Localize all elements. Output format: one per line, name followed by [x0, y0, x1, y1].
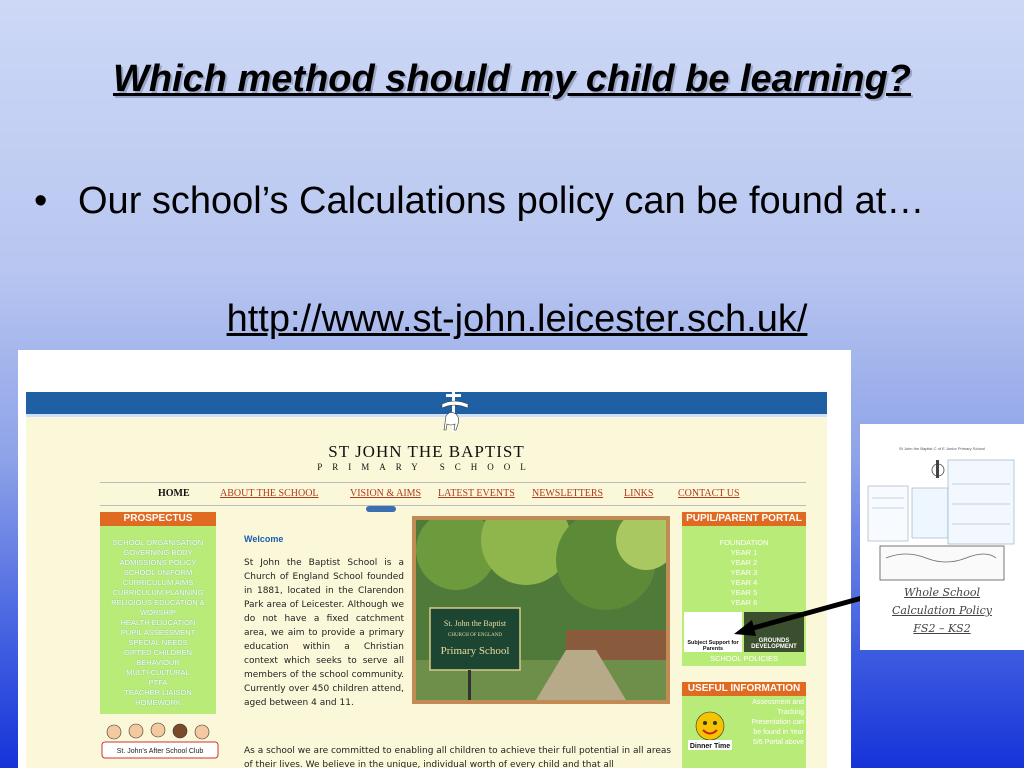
- prospectus-item[interactable]: WORSHIP: [140, 608, 176, 617]
- nav-marker: [366, 506, 396, 512]
- doc-title: St John the Baptist C of E Junior Primary School: [898, 446, 986, 451]
- bullet-point: [34, 178, 1009, 224]
- year-link[interactable]: YEAR 6: [730, 598, 758, 607]
- nav-vision-aims[interactable]: VISION & AIMS: [350, 488, 422, 499]
- bullet-marker: •: [34, 180, 48, 222]
- useful-info-text: Assessment and Tracking Presentation can be found in Year 5/6 Portal above: [751, 699, 804, 746]
- useful-info-heading: USEFUL INFORMATION: [682, 682, 806, 696]
- doc-caption-line-1: Whole School: [903, 586, 981, 599]
- year-link[interactable]: YEAR 2: [730, 558, 758, 567]
- calculation-policy-document: [860, 424, 1024, 650]
- prospectus-item[interactable]: SCHOOL ORGANISATION: [112, 538, 204, 547]
- dinner-time-icon: [688, 710, 732, 750]
- photo-sign-line-1: St. John the Baptist: [443, 619, 507, 628]
- doc-caption: [860, 584, 1024, 638]
- prospectus-item[interactable]: RELIGIOUS EDUCATION &: [111, 598, 205, 607]
- prospectus-item[interactable]: SPECIAL NEEDS: [128, 638, 188, 647]
- useful-info-panel: [682, 696, 806, 768]
- subject-support-label: Subject Support for Parents: [687, 640, 739, 652]
- grounds-label: GROUNDS DEVELOPMENT: [751, 638, 797, 650]
- site-nav-bar: [100, 482, 806, 506]
- dinner-time-label: Dinner Time: [689, 743, 731, 750]
- prospectus-item[interactable]: HOMEWORK: [135, 698, 181, 707]
- school-policies-link[interactable]: SCHOOL POLICIES: [709, 654, 779, 663]
- nav-newsletters[interactable]: NEWSLETTERS: [532, 488, 604, 499]
- prospectus-item[interactable]: BEHAVIOUR: [136, 658, 180, 667]
- prospectus-item[interactable]: PTFA: [148, 678, 168, 687]
- nav-latest-events[interactable]: LATEST EVENTS: [438, 488, 515, 499]
- photo-sign-line-3: Primary School: [440, 645, 510, 657]
- nav-contact-us[interactable]: CONTACT US: [678, 488, 740, 499]
- year-link[interactable]: YEAR 5: [730, 588, 758, 597]
- school-name: ST JOHN THE BAPTIST: [328, 442, 525, 461]
- arrow-icon: [720, 590, 870, 640]
- welcome-text: St John the Baptist School is a Church of England School founded in 1881, located in the Clarendon Park area of Leicester. Although we do not have a fixed catchment area, we aim to provide a primary education within a Christian context which seeks to serve all members of the school community. Currently over 450 children attend, aged between 4 and 11.: [244, 558, 404, 708]
- prospectus-item[interactable]: TEACHER LIAISON: [124, 688, 192, 697]
- year-link[interactable]: FOUNDATION: [719, 538, 769, 547]
- doc-worksheet-image: [860, 454, 1024, 584]
- welcome-text-2: As a school we are committed to enabling all children to achieve their full potential in all areas of their lives. We believe in the unique, individual worth of every child and that all: [244, 746, 672, 768]
- photo-sign-line-2: CHURCH OF ENGLAND: [448, 633, 502, 638]
- prospectus-item[interactable]: MULTI-CULTURAL: [126, 668, 190, 677]
- school-photo: [412, 516, 670, 704]
- school-subtitle: PRIMARY SCHOOL: [317, 462, 536, 472]
- pupil-parent-heading: PUPIL/PARENT PORTAL: [682, 512, 806, 526]
- prospectus-item[interactable]: HEALTH EDUCATION: [120, 618, 196, 627]
- nav-links[interactable]: LINKS: [624, 488, 654, 499]
- prospectus-item[interactable]: CURRICULUM AIMS: [122, 578, 194, 587]
- year-link[interactable]: YEAR 3: [730, 568, 758, 577]
- website-screenshot: [18, 350, 851, 768]
- year-link[interactable]: YEAR 4: [730, 578, 758, 587]
- prospectus-item[interactable]: ADMISSIONS POLICY: [119, 558, 197, 567]
- welcome-heading: Welcome: [244, 534, 284, 544]
- after-school-club-image: [100, 722, 220, 768]
- prospectus-item[interactable]: GOVERNING BODY: [123, 548, 193, 557]
- prospectus-item[interactable]: CURRICULUM PLANNING: [112, 588, 204, 597]
- school-cross-logo-icon: [424, 392, 484, 432]
- school-url-link[interactable]: http://www.st-john.leicester.sch.uk/: [226, 298, 808, 340]
- doc-caption-line-2: Calculation Policy: [892, 604, 992, 617]
- slide-title: Which method should my child be learning?: [112, 58, 912, 100]
- year-link[interactable]: YEAR 1: [730, 548, 758, 557]
- prospectus-heading: PROSPECTUS: [100, 512, 216, 526]
- bullet-text: Our school’s Calculations policy can be found at…: [78, 180, 925, 222]
- prospectus-item[interactable]: PUPIL ASSESSMENT: [120, 628, 196, 637]
- after-school-club-label: St. John's After School Club: [116, 748, 204, 755]
- doc-caption-line-3: FS2 – KS2: [913, 622, 971, 635]
- prospectus-item[interactable]: GIFTED CHILDREN: [124, 648, 192, 657]
- nav-home[interactable]: HOME: [158, 488, 190, 499]
- prospectus-menu: [100, 526, 216, 714]
- website-page: [26, 392, 827, 768]
- nav-about-the-school[interactable]: ABOUT THE SCHOOL: [220, 488, 319, 499]
- prospectus-item[interactable]: SCHOOL UNIFORM: [123, 568, 193, 577]
